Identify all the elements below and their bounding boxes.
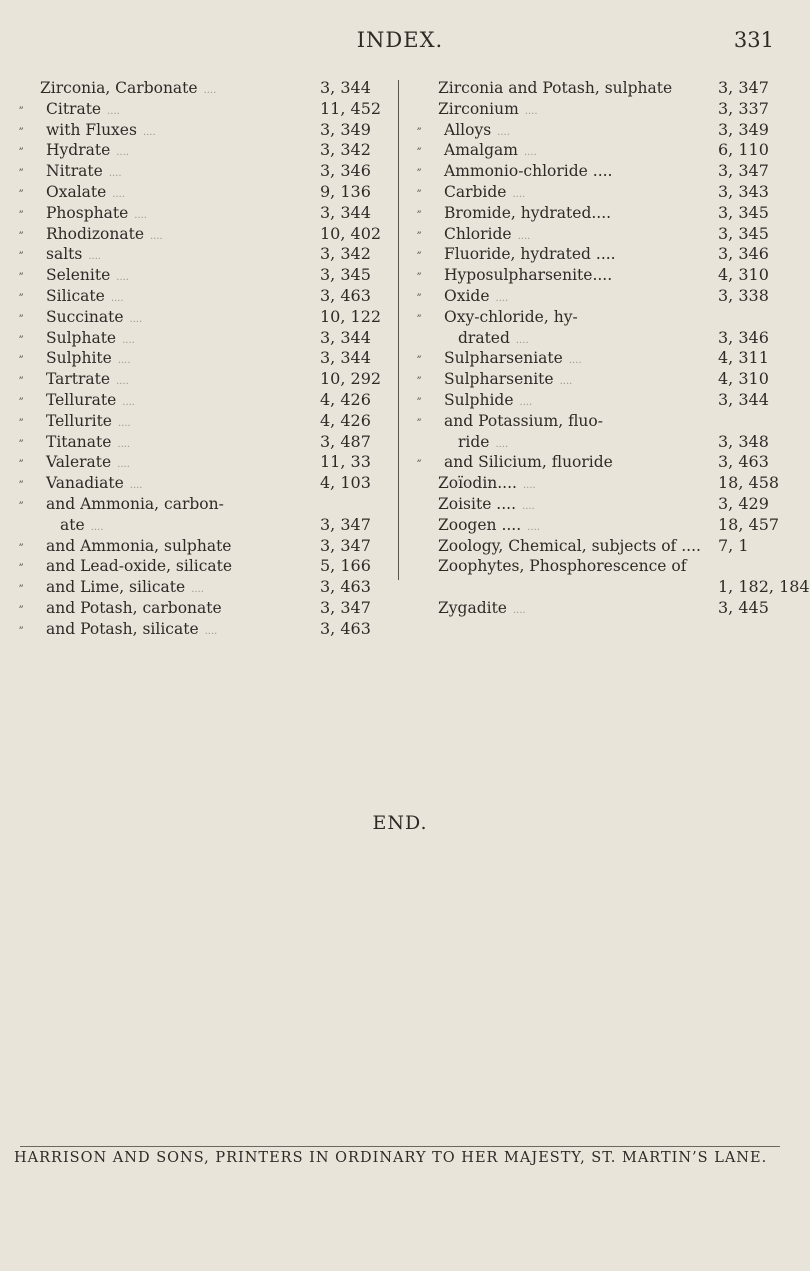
page-reference: 3, 348 <box>718 431 769 451</box>
ditto-mark: ” <box>416 126 422 138</box>
ditto-mark: ” <box>18 480 24 492</box>
leader-dots: .... <box>522 500 535 512</box>
index-term-text: Sulpharseniate <box>444 349 563 368</box>
leader-dots: .... <box>495 438 509 450</box>
page-reference: 1, 182, 184 <box>718 577 810 597</box>
index-entry <box>6 577 396 598</box>
index-term-text: Zoogen .... <box>438 515 522 534</box>
ditto-mark: ” <box>18 209 24 221</box>
leader-dots: .... <box>568 355 582 367</box>
leader-dots: .... <box>116 376 129 388</box>
leader-dots <box>616 251 628 262</box>
index-term-text: Alloys <box>444 120 492 139</box>
ditto-mark: ” <box>416 272 422 284</box>
page-reference: 3, 463 <box>320 618 371 638</box>
index-entry <box>6 494 396 515</box>
ditto-mark: ” <box>18 563 24 575</box>
index-term-text: Hydrate <box>46 141 111 160</box>
page-reference: 9, 136 <box>320 181 371 201</box>
page-reference: 3, 344 <box>320 348 371 368</box>
page-reference: 11, 452 <box>320 98 382 118</box>
leader-dots <box>701 543 713 554</box>
index-term <box>434 598 718 622</box>
footer-rule <box>20 1146 780 1147</box>
index-term-text: Vanadiate <box>46 474 124 493</box>
page-reference: 3, 445 <box>718 597 769 617</box>
page-reference: 3, 338 <box>718 285 769 305</box>
page-reference: 4, 310 <box>718 369 769 389</box>
index-entry <box>404 244 790 265</box>
ditto-mark: ” <box>416 188 422 200</box>
ditto-mark: ” <box>416 459 422 471</box>
page-reference: 3, 344 <box>320 327 371 347</box>
page-reference: 7, 1 <box>718 535 749 555</box>
index-entry <box>404 390 790 411</box>
index-term-text: ate <box>60 515 85 534</box>
index-term-text: Chloride <box>444 224 512 243</box>
page-reference: 3, 342 <box>320 140 371 160</box>
leader-dots: .... <box>512 604 526 616</box>
index-term-text: and Ammonia, carbon- <box>46 494 224 513</box>
index-entry <box>404 411 790 432</box>
index-entry <box>404 556 790 577</box>
index-entry <box>6 286 396 307</box>
leader-dots: .... <box>112 188 126 200</box>
ditto-mark: ” <box>18 500 24 512</box>
page-reference: 3, 345 <box>718 202 769 222</box>
ditto-mark: ” <box>416 292 422 304</box>
column-divider <box>398 80 399 580</box>
ditto-mark: ” <box>416 417 422 429</box>
leader-dots: .... <box>117 438 131 450</box>
page-reference: 10, 402 <box>320 223 382 243</box>
index-entry <box>6 307 396 328</box>
leader-dots: .... <box>523 147 537 159</box>
leader-dots <box>222 605 234 616</box>
index-term-text: and Potassium, fluo- <box>444 411 603 430</box>
leader-dots: .... <box>110 292 124 304</box>
leader-dots: .... <box>527 521 540 533</box>
leader-dots: .... <box>117 417 131 429</box>
page-reference: 3, 347 <box>320 597 371 617</box>
index-entry <box>404 120 790 141</box>
leader-dots: .... <box>515 334 529 346</box>
index-term-text: Phosphate <box>46 203 129 222</box>
page-reference: 3, 346 <box>718 244 769 264</box>
index-term-text: Amalgam <box>444 141 518 160</box>
leader-dots: .... <box>122 334 135 346</box>
index-entry <box>404 265 790 286</box>
index-entry <box>404 78 790 99</box>
index-term-text: Zirconium <box>438 99 519 118</box>
index-term-text: Rhodizonate <box>46 224 144 243</box>
page-reference: 4, 103 <box>320 473 371 493</box>
page-reference: 18, 458 <box>718 473 780 493</box>
leader-dots: .... <box>117 459 130 471</box>
index-term-text: Zirconia, Carbonate <box>40 79 198 97</box>
index-term-text: Zygadite <box>438 598 507 617</box>
index-term-text: Zoology, Chemical, subjects of .... <box>438 536 701 555</box>
index-term-text: and Ammonia, sulphate <box>46 536 232 555</box>
index-entry <box>6 224 396 245</box>
index-term-text: Hyposulpharsenite.... <box>444 266 613 285</box>
leader-dots: .... <box>519 396 533 408</box>
index-column-right <box>404 78 810 619</box>
ditto-mark: ” <box>18 417 24 429</box>
leader-dots <box>232 563 244 574</box>
leader-dots <box>224 501 236 512</box>
index-term <box>36 619 320 643</box>
index-term-text: salts <box>46 245 83 264</box>
leader-dots: .... <box>129 480 143 492</box>
leader-dots: .... <box>134 209 147 221</box>
leader-dots: .... <box>517 230 531 242</box>
page-reference: 4, 311 <box>718 348 769 368</box>
leader-dots: .... <box>129 313 143 325</box>
index-entry <box>6 161 396 182</box>
page-reference: 4, 426 <box>320 410 371 430</box>
ditto-mark: ” <box>18 230 24 242</box>
page-reference: 4, 310 <box>718 265 769 285</box>
index-term-text: Carbide <box>444 182 507 201</box>
ditto-mark: ” <box>18 625 24 637</box>
leader-dots <box>603 418 615 429</box>
index-entry <box>404 536 790 557</box>
index-entry <box>404 203 790 224</box>
index-term-text: Oxy-chloride, hy- <box>444 307 578 326</box>
leader-dots: .... <box>524 105 538 117</box>
page-reference: 3, 347 <box>718 78 769 97</box>
index-term-text: Bromide, hydrated.... <box>444 203 612 222</box>
index-term-text: Citrate <box>46 99 102 118</box>
page-reference: 3, 344 <box>320 78 371 97</box>
index-term-text: and Potash, carbonate <box>46 598 222 617</box>
index-term-text: and Lead-oxide, silicate <box>46 557 233 576</box>
ditto-mark: ” <box>416 147 422 159</box>
index-term-text: Nitrate <box>46 162 103 181</box>
leader-dots: .... <box>495 292 509 304</box>
ditto-mark: ” <box>18 396 24 408</box>
index-entry <box>404 99 790 120</box>
index-entry <box>6 328 396 349</box>
ditto-mark: ” <box>416 313 422 325</box>
leader-dots: .... <box>90 521 104 533</box>
page-reference: 3, 463 <box>718 452 769 472</box>
leader-dots: .... <box>107 105 120 117</box>
ditto-mark: ” <box>18 251 24 263</box>
leader-dots: .... <box>559 376 573 388</box>
page-reference: 5, 166 <box>320 556 371 576</box>
page-reference: 3, 343 <box>718 181 769 201</box>
page-reference: 11, 33 <box>320 452 371 472</box>
index-entry <box>404 348 790 369</box>
index-entry <box>6 411 396 432</box>
index-entry <box>6 619 396 640</box>
page-reference: 6, 110 <box>718 140 769 160</box>
index-entry <box>6 244 396 265</box>
leader-dots <box>612 272 624 283</box>
leader-dots: .... <box>203 85 217 96</box>
index-term-text: Oxide <box>444 286 490 305</box>
ditto-mark: ” <box>18 604 24 616</box>
index-term-text: Silicate <box>46 286 105 305</box>
page-title: INDEX. <box>356 28 444 52</box>
index-term-text: Zoophytes, Phosphorescence of <box>438 557 687 576</box>
index-term-text: Sulphite <box>46 349 112 368</box>
index-entry <box>404 328 790 349</box>
index-entry <box>6 452 396 473</box>
index-term-text: Zoïodin.... <box>438 474 517 493</box>
index-term-text: Ammonio-chloride .... <box>444 162 613 181</box>
page-reference: 3, 346 <box>320 161 371 181</box>
leader-dots <box>686 563 698 574</box>
ditto-mark: ” <box>18 438 24 450</box>
index-entry <box>404 432 790 453</box>
index-term-text: Zirconia and Potash, sulphate <box>438 79 673 97</box>
index-entry <box>404 515 790 536</box>
ditto-mark: ” <box>18 272 24 284</box>
page-reference: 18, 457 <box>718 514 780 534</box>
page-reference: 4, 426 <box>320 389 371 409</box>
ditto-mark: ” <box>18 355 24 367</box>
index-entry <box>404 598 790 619</box>
ditto-mark: ” <box>18 313 24 325</box>
index-term-text: Oxalate <box>46 182 107 201</box>
leader-dots <box>672 85 684 96</box>
index-term-text: Fluoride, hydrated .... <box>444 245 616 264</box>
index-term-text: Valerate <box>46 453 112 472</box>
leader-dots: .... <box>191 584 204 596</box>
page-reference: 3, 463 <box>320 285 371 305</box>
index-term-text: ride <box>458 432 490 451</box>
printer-imprint: HARRISON AND SONS, PRINTERS IN ORDINARY TO HER MAJESTY, ST. MARTIN’S LANE. <box>14 1150 768 1166</box>
ditto-mark: ” <box>18 126 24 138</box>
page-reference: 3, 463 <box>320 577 371 597</box>
ditto-mark: ” <box>416 230 422 242</box>
ditto-mark: ” <box>18 188 24 200</box>
index-entry <box>404 182 790 203</box>
index-term-text: Sulphate <box>46 328 117 347</box>
index-term-text: Titanate <box>46 432 112 451</box>
ditto-mark: ” <box>18 105 24 117</box>
leader-dots: .... <box>116 147 129 159</box>
page-reference: 3, 347 <box>320 535 371 555</box>
index-entry <box>404 494 790 515</box>
page-number: 331 <box>733 28 774 52</box>
index-entry <box>6 473 396 494</box>
ditto-mark: ” <box>18 584 24 596</box>
index-entry <box>6 265 396 286</box>
index-entry <box>6 598 396 619</box>
index-entry <box>6 348 396 369</box>
index-entry <box>404 473 790 494</box>
ditto-mark: ” <box>18 147 24 159</box>
ditto-mark: ” <box>18 542 24 554</box>
ditto-mark: ” <box>416 396 422 408</box>
index-term-text: and Silicium, fluoride <box>444 453 613 472</box>
index-entry <box>404 307 790 328</box>
ditto-mark: ” <box>18 168 24 180</box>
index-term-text: drated <box>458 328 510 347</box>
leader-dots <box>231 543 243 554</box>
index-term-text: Selenite <box>46 266 111 285</box>
page-reference: 3, 337 <box>718 98 769 118</box>
page-reference: 3, 346 <box>718 327 769 347</box>
page-reference: 3, 344 <box>320 202 371 222</box>
index-entry <box>6 203 396 224</box>
leader-dots: .... <box>116 272 129 284</box>
index-term-text: Tellurite <box>46 411 112 430</box>
leader-dots: .... <box>497 126 510 138</box>
index-entry <box>404 286 790 307</box>
leader-dots: .... <box>512 188 526 200</box>
index-column-left <box>6 78 396 640</box>
ditto-mark: ” <box>416 168 422 180</box>
index-term-text: Succinate <box>46 307 124 326</box>
index-term-text: with Fluxes <box>46 120 137 139</box>
page-reference: 3, 429 <box>718 493 769 513</box>
index-entry <box>404 224 790 245</box>
page-reference: 3, 349 <box>320 119 371 139</box>
leader-dots: .... <box>142 126 156 138</box>
page-reference: 3, 345 <box>320 265 371 285</box>
leader-dots <box>611 210 623 221</box>
index-entry <box>404 161 790 182</box>
page-reference: 3, 344 <box>718 389 769 409</box>
ditto-mark: ” <box>18 292 24 304</box>
index-entry <box>6 78 396 99</box>
end-label: END. <box>372 812 428 834</box>
index-entry <box>6 515 396 536</box>
ditto-mark: ” <box>18 376 24 388</box>
index-term-text: Sulphide <box>444 390 514 409</box>
index-term-text: and Potash, silicate <box>46 619 199 638</box>
index-entry <box>6 556 396 577</box>
ditto-mark: ” <box>416 355 422 367</box>
leader-dots: .... <box>122 396 135 408</box>
index-entry <box>6 432 396 453</box>
leader-dots <box>438 584 450 595</box>
page-reference: 10, 122 <box>320 306 382 326</box>
index-term-text: Tellurate <box>46 390 117 409</box>
leader-dots <box>613 459 625 470</box>
index-entry <box>404 577 810 598</box>
index-entry <box>6 390 396 411</box>
leader-dots <box>578 314 590 325</box>
page-reference: 3, 487 <box>320 431 371 451</box>
page-reference: 3, 349 <box>718 119 769 139</box>
index-term-text: Zoisite .... <box>438 494 517 513</box>
leader-dots: .... <box>117 355 131 367</box>
index-entry <box>6 140 396 161</box>
index-entry <box>6 182 396 203</box>
index-entry <box>6 120 396 141</box>
page-reference: 3, 342 <box>320 244 371 264</box>
leader-dots: .... <box>150 230 163 242</box>
index-entry <box>6 536 396 557</box>
index-entry <box>6 99 396 120</box>
ditto-mark: ” <box>18 459 24 471</box>
page-reference: 10, 292 <box>320 369 382 389</box>
ditto-mark: ” <box>416 209 422 221</box>
ditto-mark: ” <box>416 251 422 263</box>
leader-dots: .... <box>522 480 536 492</box>
page-reference: 3, 347 <box>718 161 769 181</box>
ditto-mark: ” <box>18 334 24 346</box>
index-term-text: Sulpharsenite <box>444 370 554 389</box>
index-term-text: and Lime, silicate <box>46 578 186 597</box>
index-entry <box>404 452 790 473</box>
page-reference: 3, 345 <box>718 223 769 243</box>
ditto-mark: ” <box>416 376 422 388</box>
page-reference: 3, 347 <box>320 514 371 534</box>
leader-dots: .... <box>108 168 122 180</box>
index-entry <box>404 369 790 390</box>
index-term-text: Tartrate <box>46 370 111 389</box>
index-entry <box>404 140 790 161</box>
leader-dots: .... <box>204 625 218 637</box>
leader-dots: .... <box>88 251 102 263</box>
leader-dots <box>612 168 624 179</box>
index-entry <box>6 369 396 390</box>
